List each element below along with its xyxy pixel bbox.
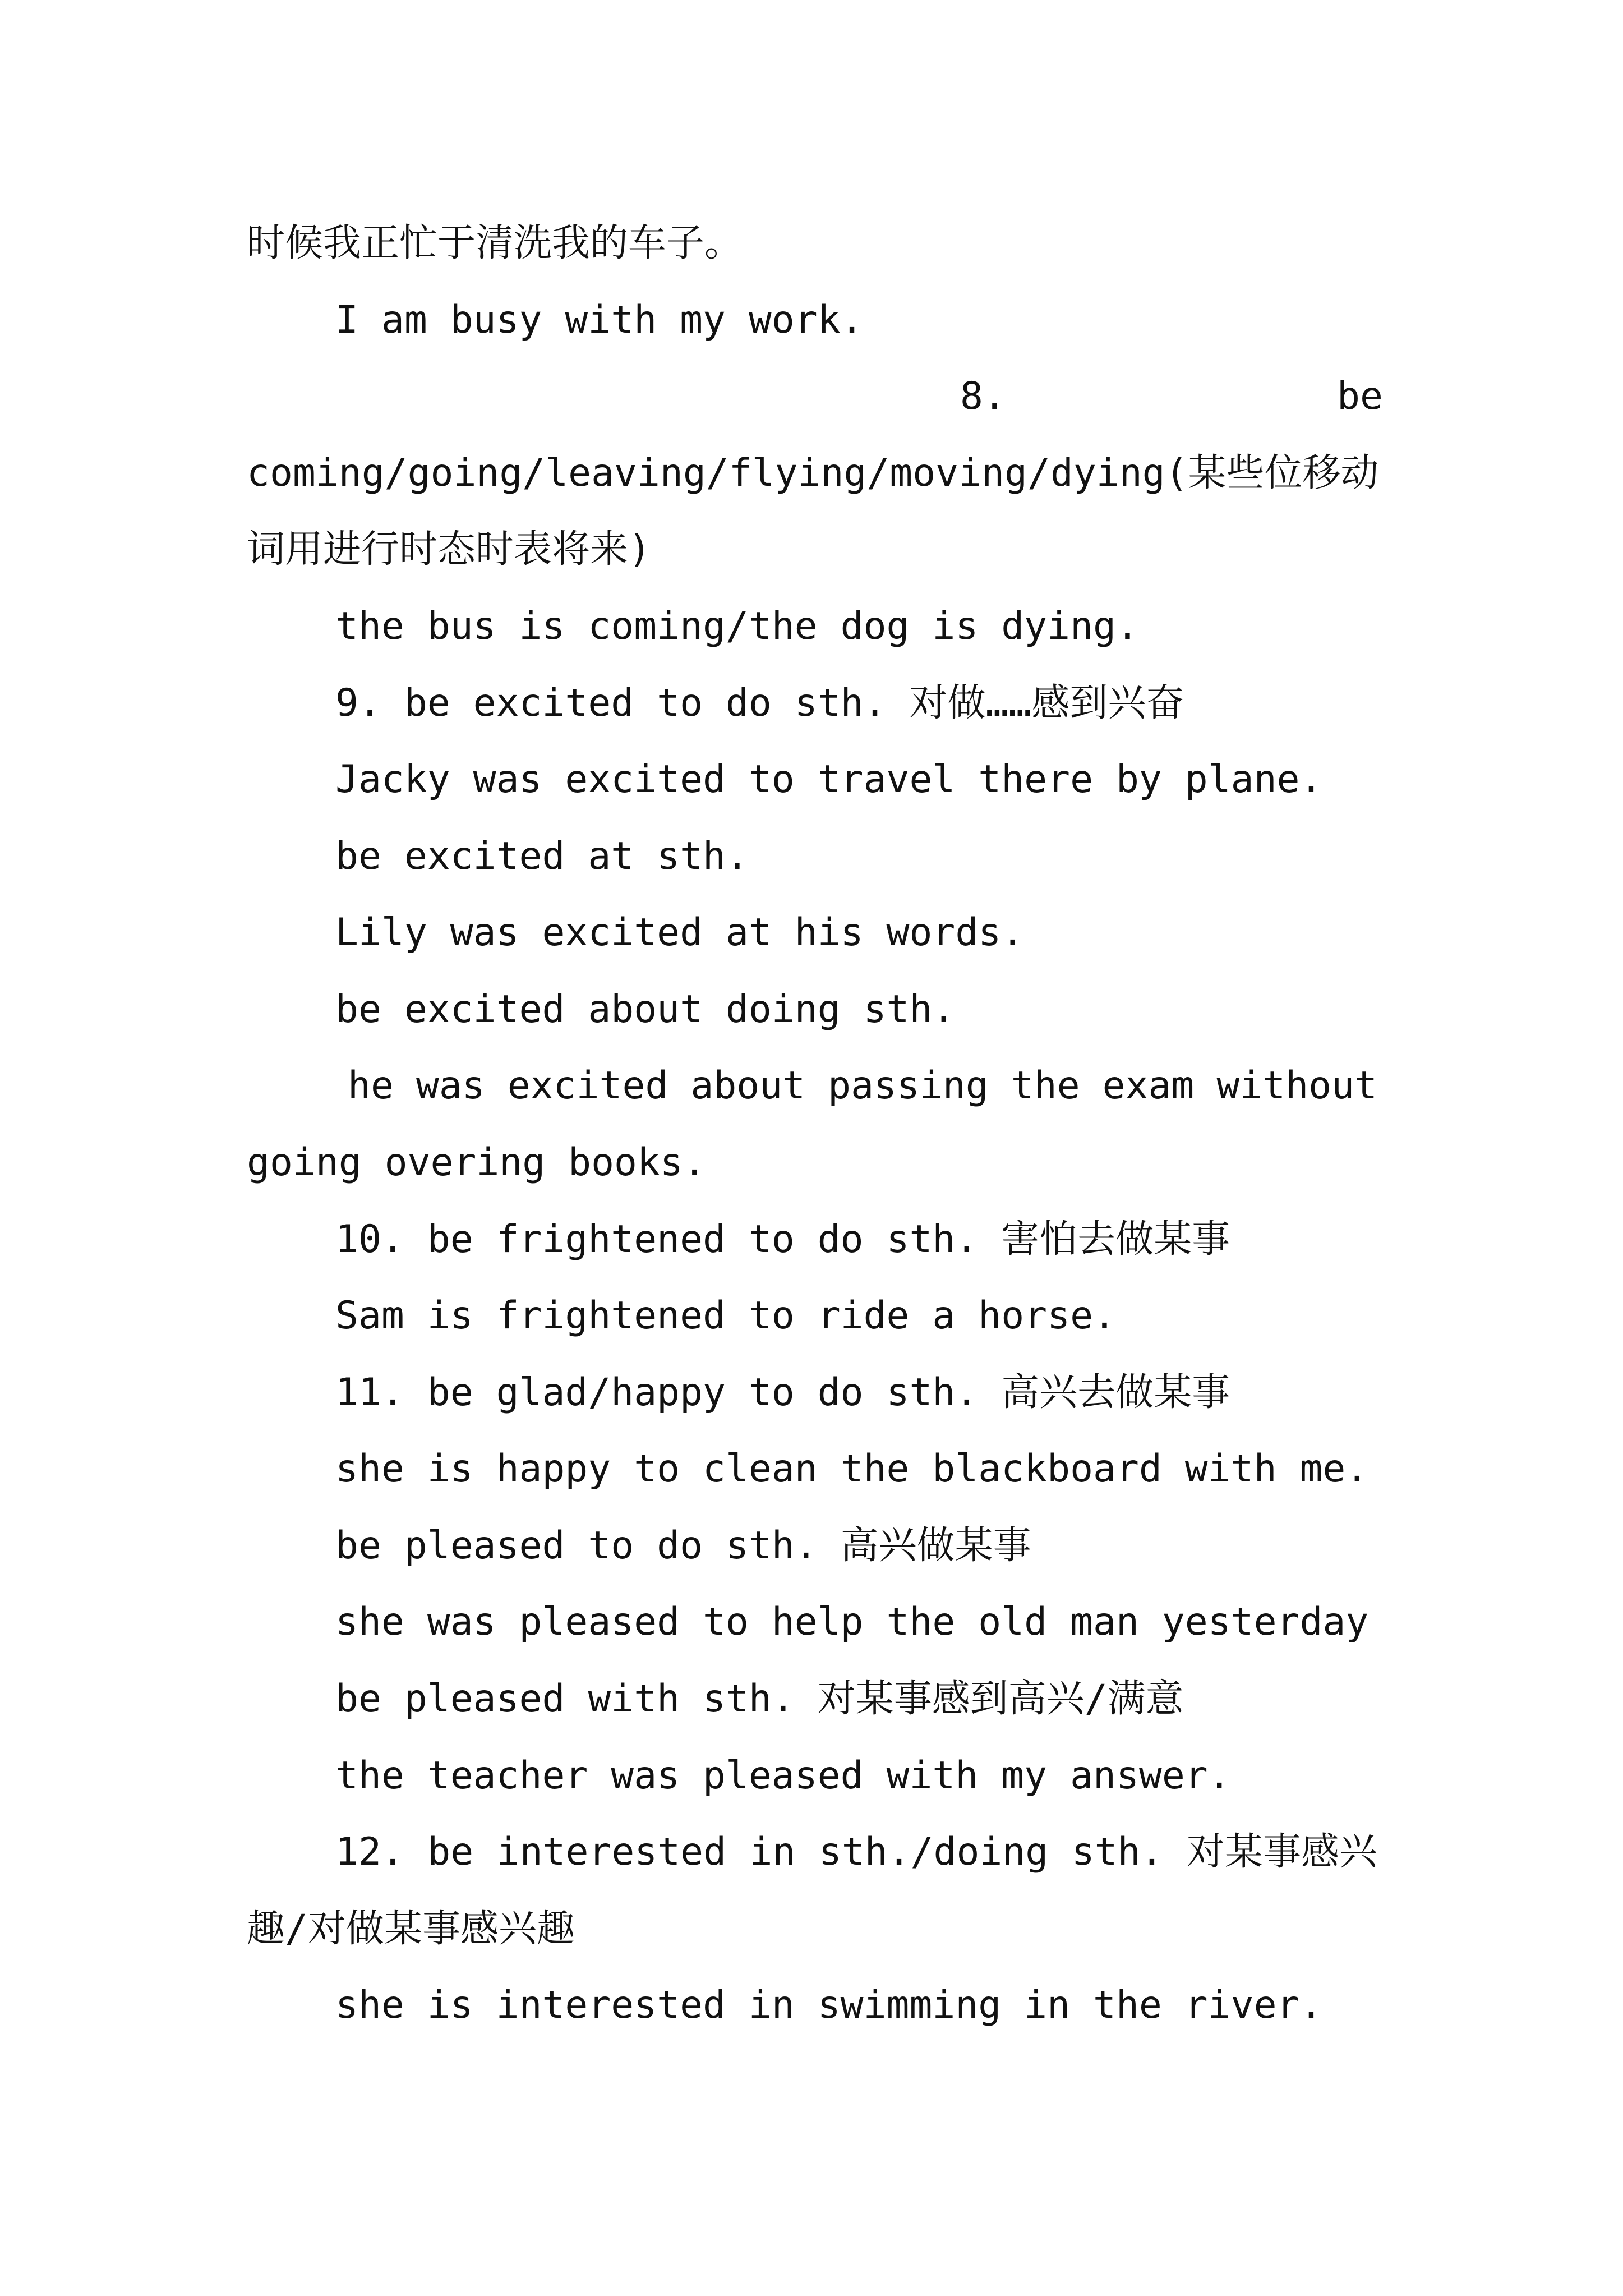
phrase: be pleased with sth. 对某事感到高兴/满意 bbox=[335, 1677, 1184, 1721]
text-word: he bbox=[348, 1064, 394, 1108]
text-word: passing bbox=[828, 1064, 989, 1108]
item-heading-11: 11. be glad/happy to do sth. 高兴去做某事 bbox=[335, 1370, 1230, 1415]
text-line: 词用进行时态时表将来) bbox=[247, 527, 651, 572]
example-sentence: she is happy to clean the blackboard with me. bbox=[335, 1447, 1369, 1491]
text-word: about bbox=[690, 1064, 806, 1108]
text-word: exam bbox=[1102, 1064, 1195, 1108]
item-heading-12 bbox=[335, 1830, 1377, 1874]
text-word: excited bbox=[507, 1064, 668, 1108]
example-sentence: Sam is frightened to ride a horse. bbox=[335, 1294, 1116, 1338]
text-line: going overing books. bbox=[247, 1140, 706, 1185]
text-line: coming/going/leaving/flying/moving/dying(某些位移动 bbox=[247, 451, 1379, 495]
example-sentence: Jacky was excited to travel there by plane. bbox=[335, 757, 1323, 802]
text-word: sth./doing bbox=[818, 1830, 1049, 1874]
example-sentence: Lily was excited at his words. bbox=[335, 910, 1025, 955]
text-word: without bbox=[1216, 1064, 1377, 1108]
justified-line bbox=[348, 1064, 1377, 1108]
example-sentence: she was pleased to help the old man yesterday bbox=[335, 1600, 1369, 1644]
text-word: was bbox=[416, 1064, 485, 1108]
phrase: be pleased to do sth. 高兴做某事 bbox=[335, 1524, 1031, 1568]
text-line: 时候我正忙于清洗我的车子。 bbox=[247, 221, 743, 265]
text-line: I am busy with my work. bbox=[335, 298, 864, 342]
text-word: be bbox=[427, 1830, 474, 1874]
text-line: 趣/对做某事感兴趣 bbox=[247, 1907, 575, 1951]
item-heading-10: 10. be frightened to do sth. 害怕去做某事 bbox=[335, 1217, 1230, 1262]
example-sentence: the teacher was pleased with my answer. bbox=[335, 1754, 1231, 1798]
text-word: the bbox=[1011, 1064, 1080, 1108]
text-word: 对某事感兴 bbox=[1186, 1830, 1377, 1874]
item-heading-9: 9. be excited to do sth. 对做……感到兴奋 bbox=[335, 681, 1184, 725]
example-sentence: she is interested in swimming in the river. bbox=[335, 1983, 1323, 2027]
phrase: be excited about doing sth. bbox=[335, 987, 956, 1032]
phrase: be excited at sth. bbox=[335, 834, 749, 878]
text-word: in bbox=[749, 1830, 796, 1874]
text-word: 12. bbox=[335, 1830, 404, 1874]
item-number-8: 8. bbox=[960, 374, 1006, 418]
example-sentence: the bus is coming/the dog is dying. bbox=[335, 604, 1139, 648]
text-word: sth. bbox=[1071, 1830, 1164, 1874]
text-word: be bbox=[1337, 374, 1383, 418]
text-word: interested bbox=[496, 1830, 727, 1874]
